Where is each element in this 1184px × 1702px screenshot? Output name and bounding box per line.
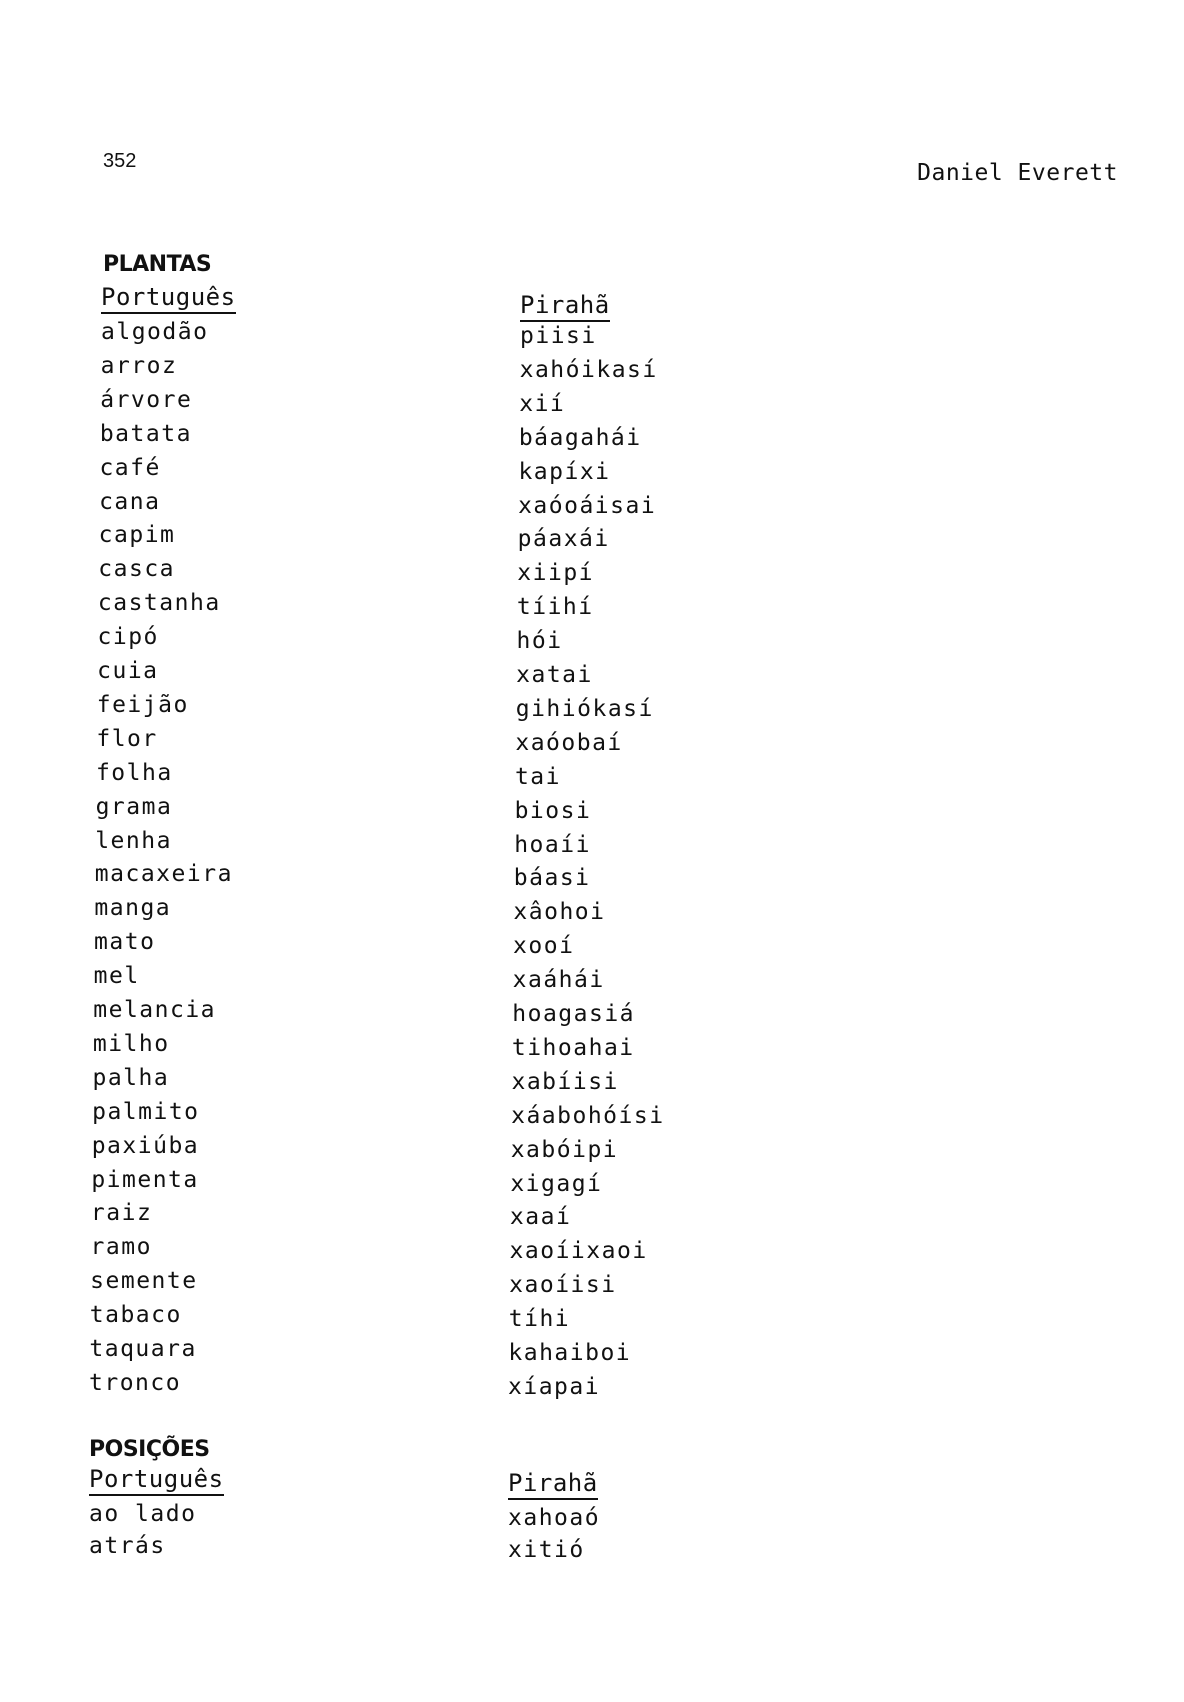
portuguese-word: melancia — [93, 997, 217, 1023]
vocabulary-row — [0, 352, 1184, 386]
piraha-word: xâohoi — [513, 899, 606, 926]
piraha-word: xiipí — [517, 560, 595, 587]
vocabulary-row — [0, 1233, 1184, 1267]
piraha-word: xáabohóísi — [511, 1102, 665, 1129]
portuguese-word: atrás — [89, 1533, 166, 1559]
piraha-word: xaoíixaoi — [509, 1238, 648, 1265]
portuguese-word: grama — [95, 793, 173, 820]
portuguese-word: tronco — [89, 1369, 182, 1396]
portuguese-word: raiz — [90, 1200, 153, 1227]
vocabulary-row — [0, 827, 1184, 861]
vocabulary-row — [0, 555, 1184, 589]
portuguese-word: castanha — [97, 590, 221, 617]
vocabulary-row — [0, 1335, 1184, 1369]
piraha-word: xaóobaí — [515, 729, 623, 756]
vocabulary-row — [0, 962, 1184, 996]
vocabulary-row — [0, 1532, 1184, 1566]
vocabulary-row — [0, 521, 1184, 555]
piraha-word: xií — [519, 390, 566, 417]
portuguese-word: café — [99, 454, 161, 481]
piraha-word: hoagasiá — [512, 1001, 636, 1027]
vocabulary-row — [0, 420, 1184, 454]
piraha-word: hoaíi — [514, 831, 591, 858]
portuguese-word: cana — [99, 488, 161, 515]
vocabulary-row — [0, 860, 1184, 894]
vocabulary-row — [0, 759, 1184, 793]
portuguese-word: arroz — [100, 352, 178, 379]
portuguese-word: flor — [96, 725, 158, 752]
piraha-word: xitió — [508, 1537, 585, 1563]
portuguese-word: lenha — [95, 827, 172, 854]
portuguese-word: milho — [92, 1030, 170, 1057]
portuguese-word: feijão — [96, 691, 189, 718]
section-title: PLANTAS — [103, 252, 212, 277]
piraha-word: xahóikasí — [519, 356, 658, 383]
piraha-word: hói — [516, 628, 563, 655]
vocabulary-row — [0, 1267, 1184, 1301]
piraha-word: xigagí — [510, 1170, 603, 1197]
vocabulary-row — [0, 623, 1184, 657]
piraha-word: xaóoáisai — [518, 492, 657, 519]
portuguese-word: cipó — [97, 624, 159, 651]
section-title: POSIÇÕES — [89, 1437, 210, 1462]
vocabulary-row — [0, 793, 1184, 827]
vocabulary-row — [0, 488, 1184, 522]
piraha-word: páaxái — [517, 526, 610, 553]
piraha-word: kapíxi — [518, 458, 611, 485]
piraha-word: gihiókasí — [515, 695, 654, 722]
column-header-piraha: Pirahã — [508, 1469, 598, 1500]
vocabulary-row — [0, 318, 1184, 352]
vocabulary-row — [0, 386, 1184, 420]
vocabulary-row — [0, 928, 1184, 962]
vocabulary-row — [0, 996, 1184, 1030]
vocabulary-row — [0, 1030, 1184, 1064]
portuguese-word: ramo — [90, 1234, 152, 1261]
portuguese-word: tabaco — [89, 1302, 182, 1329]
portuguese-word: árvore — [100, 386, 193, 413]
portuguese-word: palmito — [92, 1098, 200, 1125]
vocabulary-row — [0, 894, 1184, 928]
piraha-word: kahaiboi — [508, 1340, 632, 1366]
piraha-word: báasi — [513, 865, 591, 892]
column-header-portuguese: Português — [89, 1465, 224, 1496]
vocabulary-row — [0, 1132, 1184, 1166]
piraha-word: xooí — [513, 933, 575, 960]
portuguese-word: algodão — [101, 319, 209, 345]
piraha-word: tíhi — [508, 1306, 571, 1333]
page-number: 352 — [103, 150, 137, 172]
piraha-word: báagahái — [518, 424, 642, 451]
portuguese-word: macaxeira — [94, 861, 233, 888]
portuguese-word: mato — [94, 929, 156, 956]
running-head: Daniel Everett — [917, 160, 1118, 186]
portuguese-word: cuia — [97, 658, 159, 684]
column-header-piraha: Pirahã — [520, 291, 610, 322]
vocabulary-row — [0, 1369, 1184, 1403]
piraha-word: xíapai — [508, 1373, 601, 1400]
piraha-word: xaaí — [509, 1204, 572, 1231]
portuguese-word: ao lado — [89, 1501, 197, 1527]
piraha-word: biosi — [514, 797, 592, 824]
portuguese-word: batata — [99, 420, 192, 447]
piraha-word: xaáhái — [512, 967, 605, 994]
piraha-word: xaoíisi — [509, 1272, 617, 1299]
vocabulary-row — [0, 691, 1184, 725]
portuguese-word: mel — [93, 963, 140, 990]
piraha-word: xabíisi — [511, 1068, 619, 1095]
vocabulary-row — [0, 454, 1184, 488]
portuguese-word: pimenta — [91, 1166, 199, 1193]
piraha-word: tai — [514, 763, 561, 790]
vocabulary-row — [0, 1064, 1184, 1098]
column-header-portuguese: Português — [101, 283, 236, 314]
vocabulary-row — [0, 725, 1184, 759]
piraha-word: xabóipi — [510, 1136, 619, 1163]
portuguese-word: semente — [90, 1268, 198, 1295]
piraha-word: xatai — [516, 662, 593, 688]
vocabulary-row — [0, 1166, 1184, 1200]
vocabulary-row — [0, 1301, 1184, 1335]
vocabulary-row — [0, 1500, 1184, 1534]
portuguese-word: casca — [98, 556, 176, 583]
piraha-word: tíihí — [516, 594, 594, 621]
portuguese-word: taquara — [89, 1336, 197, 1362]
portuguese-word: capim — [98, 522, 176, 549]
vocabulary-row — [0, 657, 1184, 691]
piraha-word: tihoahai — [511, 1034, 635, 1061]
portuguese-word: paxiúba — [91, 1132, 200, 1159]
portuguese-word: manga — [94, 895, 172, 922]
portuguese-word: palha — [92, 1064, 170, 1091]
vocabulary-row — [0, 589, 1184, 623]
vocabulary-row — [0, 1098, 1184, 1132]
piraha-word: xahoaó — [508, 1505, 601, 1531]
portuguese-word: folha — [95, 759, 173, 786]
vocabulary-row — [0, 1199, 1184, 1233]
piraha-word: piisi — [520, 323, 597, 349]
